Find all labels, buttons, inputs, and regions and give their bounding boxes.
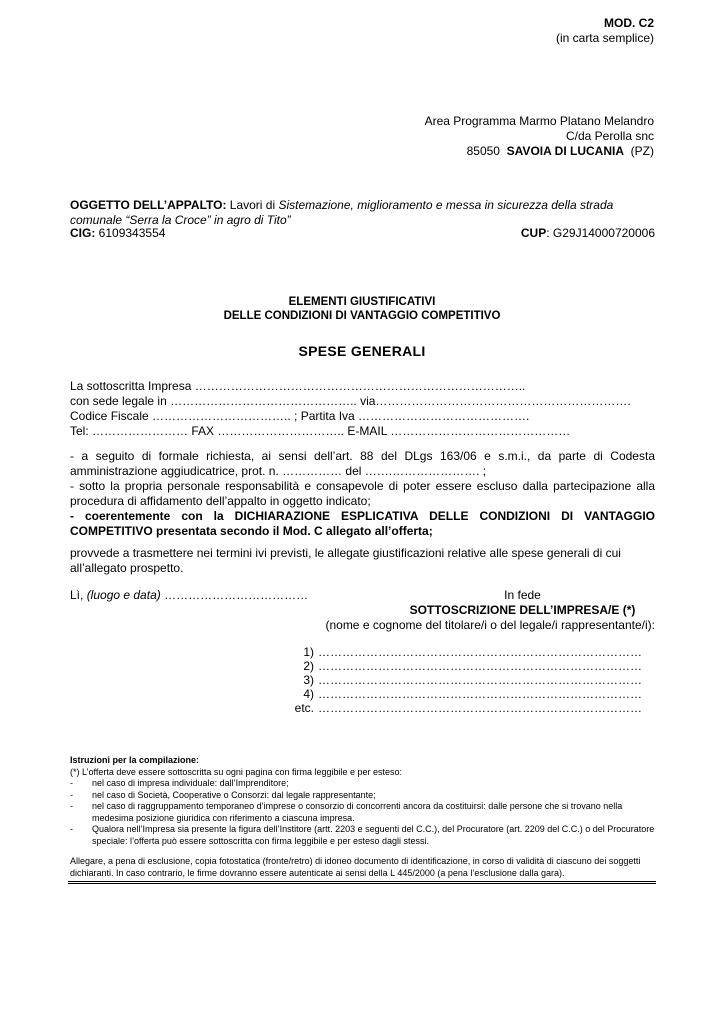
address-cap: 85050 [466,144,500,158]
luogo-dots: ……………………………… [160,588,309,602]
luogo-label: (luogo e data) [86,588,161,602]
dichiarazione: provvede a trasmettere nei termini ivi previsti, le allegate giustificazioni relative alle spese generali di cui all’allegato prospetto. [70,546,621,575]
firma-number: 4) [303,687,314,701]
title-line1: ELEMENTI GIUSTIFICATIVI [288,296,436,308]
sottoscrizione-block [290,588,655,633]
cup-value: : G29J14000720006 [546,226,655,240]
item-dash: - [70,789,73,800]
firma-row [290,673,656,687]
istruzioni-item [70,801,660,824]
oggetto-prefix: Lavori di [226,198,279,212]
item-text: nel caso di raggruppamento temporaneo d’imprese o consorzio di concorrenti ancora da costituirsi: dalle persone che si trovano nella medesima posizione giuridica con riferimento a ciascuna impresa. [92,801,623,823]
item-dash: - [70,778,73,788]
address-line3 [425,144,654,159]
firma-dots: ……………………………………………………………………… [318,645,642,659]
impresa-field: La sottoscritta Impresa ……………………………………………………………………….. [70,379,526,393]
firma-dots: ……………………………………………………………………… [318,673,642,687]
cig-value: 6109343554 [95,226,166,240]
firma-number: 1) [303,645,314,659]
cup-block [521,226,655,241]
firma-number: 3) [303,673,314,687]
istruzioni-item [70,790,660,802]
istruzioni-block [70,755,660,847]
item-text: Qualora nell’Impresa sia presente la figura dell’Institore (artt. 2203 e seguenti del C.C.), del Procuratore (art. 2209 del C.C.) o del Procuratore speciale: l’offerta può essere sottoscritta con firma leggibile e per esteso dagli stessi. [92,824,655,846]
oggetto-text: Sistemazione, miglioramento e messa in sicurezza della strada comunale “Serra la Croce” in agro di Tito” [70,198,614,227]
mod-code: MOD. C2 [603,16,654,30]
footer-rule [68,883,656,884]
luogo-data [70,588,308,603]
premessa-b: - sotto la propria personale responsabilità e consapevole di poter essere escluso dalla partecipazione alla procedura di affidamento dell’appalto in oggetto indicato; [70,479,655,508]
cig-label: CIG: [70,226,96,240]
cig-cup-line [70,226,655,241]
header-block [556,16,654,46]
in-fede: In fede [504,588,541,602]
cup-label: CUP [520,226,547,240]
carta-note: (in carta semplice) [555,31,654,45]
section-title: SPESE GENERALI [298,343,426,359]
firma-dots: ……………………………………………………………………… [318,659,642,673]
istruzioni-intro: (*) L’offerta deve essere sottoscritta su ogni pagina con firma leggibile e per esteso: [70,766,403,777]
sottoscrizione-title: SOTTOSCRIZIONE DELL’IMPRESA/E (*) [409,603,636,617]
istruzioni-item [70,824,660,847]
sottoscrizione-note: (nome e cognome del titolare/i o del legale/i rappresentante/i): [325,618,655,632]
recipient-address [425,114,654,159]
cf-piva-field: Codice Fiscale …………………………….. ; Partita Iva ……………………………………. [70,409,530,423]
firma-dots: ……………………………………………………………………… [318,687,642,701]
allegare-note: Allegare, a pena di esclusione, copia fotostatica (fronte/retro) di idoneo documento di identificazione, in corso di validità di ciascuno dei soggetti dichiaranti. In caso contrario, le firme dovranno essere autenticate ai sensi della L 445/2000 (a pena l’esclusione dalla gara). [70,856,641,878]
title-line2: DELLE CONDIZIONI DI VANTAGGIO COMPETITIVO [223,310,501,322]
address-prov: (PZ) [630,144,654,158]
item-dash: - [70,824,73,834]
firma-dots: ……………………………………………………………………… [318,701,642,715]
address-line1: Area Programma Marmo Platano Melandro [424,114,654,128]
premessa-a: - a seguito di formale richiesta, ai sensi dell’art. 88 del DLgs 163/06 e s.m.i., da parte di Codesta amministrazione aggiudicatrice, prot. n. …………… del …….…………………. ; [70,449,655,478]
item-dash: - [70,801,73,811]
contatti-field: Tel: …………………… FAX ………………………….. E-MAIL ……………………………………… [70,424,571,438]
premessa-c: - coerentemente con la DICHIARAZIONE ESPLICATIVA DELLE CONDIZIONI DI VANTAGGIO COMPETITIVO presentata secondo il Mod. C allegato all’offerta; [70,509,655,538]
item-text: nel caso di Società, Cooperative o Consorzi: dal legale rappresentante; [92,789,376,800]
premesse [70,449,655,539]
document-title [0,295,724,323]
oggetto-label: OGGETTO DELL’APPALTO: [70,198,227,212]
firme-list [290,645,656,715]
firma-row [290,645,656,659]
impresa-fields [70,379,631,439]
footer-rule [68,881,656,882]
sede-field: con sede legale in ……………………………………….. via………………………………………………………. [70,394,631,408]
firma-number: 2) [303,659,314,673]
firma-row [290,659,656,673]
firma-row [290,701,656,715]
istruzioni-title: Istruzioni per la compilazione: [70,755,200,765]
address-city: SAVOIA DI LUCANIA [506,144,624,158]
luogo-prefix: Lì, [70,588,87,602]
item-text: nel caso di impresa individuale: dall’Imprenditore; [92,778,289,788]
address-line2: C/da Perolla snc [565,129,654,143]
firma-number: etc. [294,701,314,715]
firma-row [290,687,656,701]
istruzioni-item [70,778,660,790]
oggetto-appalto [70,198,655,228]
